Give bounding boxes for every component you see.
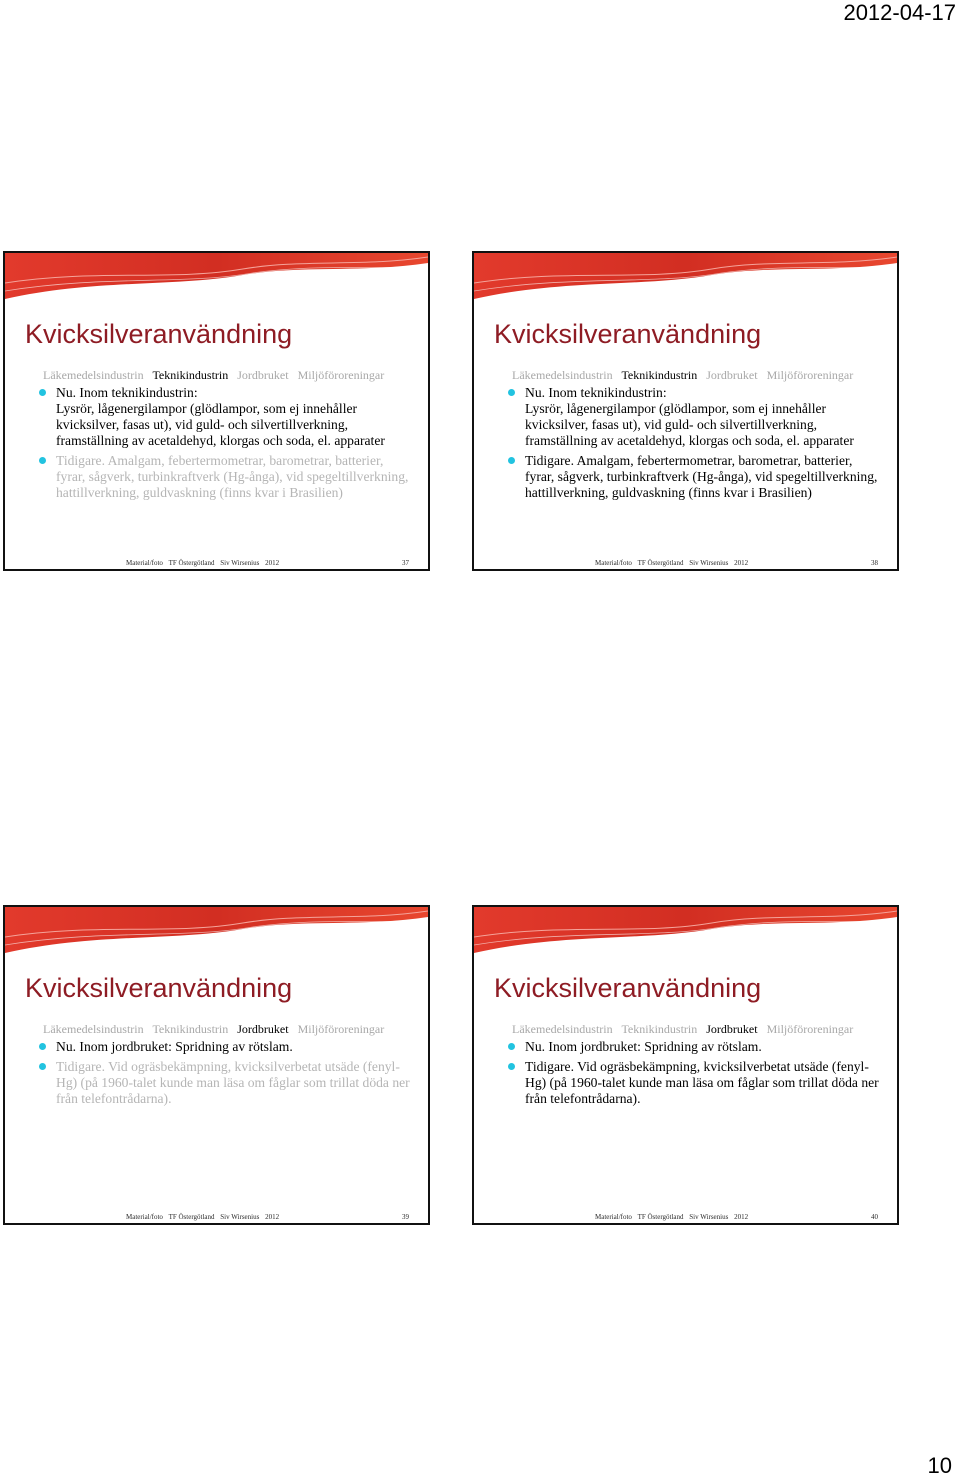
nav-item-lakemedel: Läkemedelsindustrin — [43, 1022, 144, 1036]
slide-nav — [512, 368, 859, 383]
footer-year: 2012 — [734, 559, 749, 567]
bullet-item — [37, 1039, 412, 1055]
bullet-label: Nu. Inom jordbruket: Spridning av rötslam. — [56, 1039, 293, 1054]
nav-item-teknik: Teknikindustrin — [621, 1022, 698, 1036]
slide-number: 40 — [871, 1213, 878, 1221]
slide-title: Kvicksilveranvändning — [25, 973, 293, 1003]
bullet-body: Lysrör, lågenergilampor (glödlampor, som ej innehåller kvicksilver, fasas ut), vid guld- och silvertillverkning, framställning av acetaldehyd, klorgas och soda, el. apparater — [525, 401, 854, 448]
footer-author: Siv Wirsenius — [689, 559, 729, 567]
footer-year: 2012 — [265, 1213, 280, 1221]
slide-number: 37 — [402, 559, 409, 567]
nav-item-lakemedel: Läkemedelsindustrin — [43, 368, 144, 382]
bullet-list — [506, 1039, 881, 1111]
footer-author: Siv Wirsenius — [689, 1213, 729, 1221]
bullet-label: Nu. Inom teknikindustrin: — [525, 385, 667, 400]
nav-item-jordbruk: Jordbruket — [706, 368, 758, 382]
nav-item-miljo: Miljöföroreningar — [766, 1022, 854, 1036]
slide-37 — [3, 251, 430, 571]
slide-38 — [472, 251, 899, 571]
footer-credit: Material/foto — [126, 1213, 163, 1221]
slide-title: Kvicksilveranvändning — [494, 319, 762, 349]
slide-footer — [126, 559, 283, 567]
nav-item-miljo: Miljöföroreningar — [297, 1022, 385, 1036]
page-date: 2012-04-17 — [843, 0, 956, 25]
bullet-item — [506, 1039, 881, 1055]
footer-author: Siv Wirsenius — [220, 1213, 260, 1221]
footer-credit: Material/foto — [595, 1213, 632, 1221]
nav-item-lakemedel: Läkemedelsindustrin — [512, 368, 613, 382]
bullet-label: Tidigare. Amalgam, febertermometrar, barometrar, batterier, fyrar, sågverk, turbinkraftverk (Hg-ånga), vid spegeltillverkning, hattillverkning, guldvaskning (finns kvar i Brasilien) — [525, 453, 878, 500]
nav-item-jordbruk: Jordbruket — [237, 1022, 289, 1036]
bullet-item — [37, 385, 412, 449]
bullet-list — [37, 1039, 412, 1111]
bullet-label: Tidigare. Amalgam, febertermometrar, barometrar, batterier, fyrar, sågverk, turbinkraftverk (Hg-ånga), vid spegeltillverkning, hattillverkning, guldvaskning (finns kvar i Brasilien) — [56, 453, 409, 500]
slide-footer — [595, 559, 752, 567]
nav-item-miljo: Miljöföroreningar — [766, 368, 854, 382]
bullet-label: Nu. Inom jordbruket: Spridning av rötslam. — [525, 1039, 762, 1054]
bullet-item — [506, 453, 881, 501]
slide-banner — [5, 907, 428, 955]
footer-credit: Material/foto — [126, 559, 163, 567]
slide-40 — [472, 905, 899, 1225]
bullet-body: Lysrör, lågenergilampor (glödlampor, som ej innehåller kvicksilver, fasas ut), vid guld- och silvertillverkning, framställning av acetaldehyd, klorgas och soda, el. apparater — [56, 401, 385, 448]
bullet-label: Nu. Inom teknikindustrin: — [56, 385, 198, 400]
footer-org: TF Östergötland — [637, 559, 684, 567]
slide-title: Kvicksilveranvändning — [25, 319, 293, 349]
footer-year: 2012 — [734, 1213, 749, 1221]
nav-item-miljo: Miljöföroreningar — [297, 368, 385, 382]
bullet-label: Tidigare. Vid ogräsbekämpning, kvicksilverbetat utsäde (fenyl-Hg) (på 1960-talet kunde man läsa om fåglar som trillat döda ner från telefontrådarna). — [56, 1059, 410, 1106]
nav-item-jordbruk: Jordbruket — [237, 368, 289, 382]
bullet-item — [37, 1059, 412, 1107]
slide-number: 38 — [871, 559, 878, 567]
bullet-list — [37, 385, 412, 505]
bullet-list — [506, 385, 881, 505]
bullet-label: Tidigare. Vid ogräsbekämpning, kvicksilverbetat utsäde (fenyl-Hg) (på 1960-talet kunde man läsa om fåglar som trillat döda ner från telefontrådarna). — [525, 1059, 879, 1106]
slide-nav — [512, 1022, 859, 1037]
nav-item-teknik: Teknikindustrin — [621, 368, 698, 382]
footer-org: TF Östergötland — [168, 1213, 215, 1221]
nav-item-teknik: Teknikindustrin — [152, 368, 229, 382]
footer-year: 2012 — [265, 559, 280, 567]
slide-nav — [43, 368, 390, 383]
nav-item-jordbruk: Jordbruket — [706, 1022, 758, 1036]
bullet-item — [506, 1059, 881, 1107]
footer-org: TF Östergötland — [637, 1213, 684, 1221]
footer-org: TF Östergötland — [168, 559, 215, 567]
page-number: 10 — [927, 1453, 952, 1478]
footer-author: Siv Wirsenius — [220, 559, 260, 567]
slide-39 — [3, 905, 430, 1225]
bullet-item — [37, 453, 412, 501]
slide-banner — [474, 253, 897, 301]
slide-number: 39 — [402, 1213, 409, 1221]
nav-item-lakemedel: Läkemedelsindustrin — [512, 1022, 613, 1036]
slide-footer — [595, 1213, 752, 1221]
slide-banner — [5, 253, 428, 301]
slide-nav — [43, 1022, 390, 1037]
slide-title: Kvicksilveranvändning — [494, 973, 762, 1003]
footer-credit: Material/foto — [595, 559, 632, 567]
slide-banner — [474, 907, 897, 955]
nav-item-teknik: Teknikindustrin — [152, 1022, 229, 1036]
slide-footer — [126, 1213, 283, 1221]
bullet-item — [506, 385, 881, 449]
